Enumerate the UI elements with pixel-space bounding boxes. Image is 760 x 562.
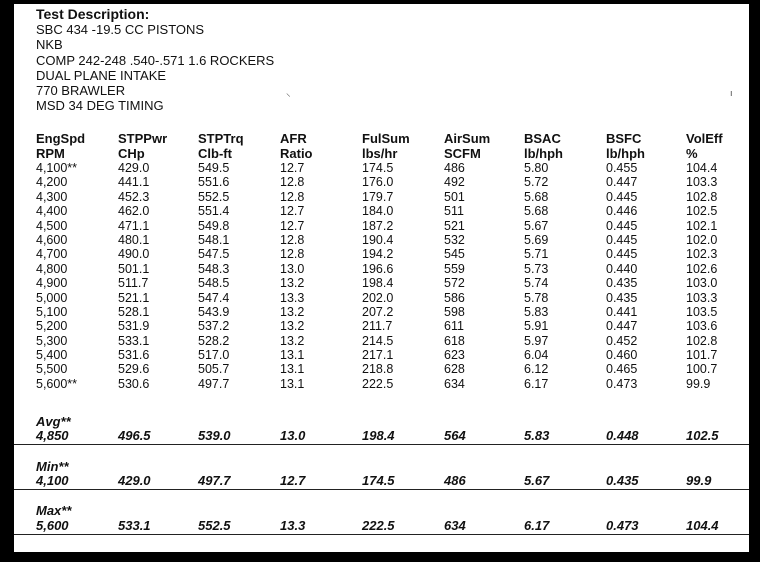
table-row (14, 319, 749, 333)
cell-fulsum: 214.5 (362, 333, 394, 348)
cell-fulsum: 194.2 (362, 247, 394, 262)
table-row (14, 190, 749, 204)
cell-airsum: 628 (444, 362, 465, 377)
cell-afr: 13.2 (280, 333, 305, 348)
cell-fulsum: 179.7 (362, 189, 394, 204)
cell-airsum: 511 (444, 204, 464, 219)
cell-voleff: 104.4 (686, 161, 718, 175)
cell-fulsum: 174.5 (362, 161, 394, 175)
cell-stppwr: 528.1 (118, 304, 150, 319)
cell-afr: 13.3 (280, 290, 305, 305)
cell-bsfc: 0.473 (606, 376, 638, 391)
cell-bsac: 5.83 (524, 304, 549, 319)
table-row (14, 291, 749, 305)
cell-airsum: 486 (444, 161, 465, 175)
cell-engspd: 5,600** (36, 376, 78, 391)
cell-voleff: 102.3 (686, 247, 718, 262)
cell-bsac: 5.91 (524, 319, 549, 334)
cell-stptrq: 549.8 (198, 218, 230, 233)
cell-engspd: 4,300 (36, 189, 68, 204)
min-afr: 12.7 (280, 473, 306, 488)
cell-stptrq: 549.5 (198, 161, 230, 175)
max-stppwr: 533.1 (118, 518, 151, 533)
header-stptrq: STPTrq Clb-ft (198, 131, 244, 161)
max-row (14, 518, 749, 535)
cell-stppwr: 441.1 (118, 175, 150, 190)
cell-stptrq: 547.5 (198, 247, 230, 262)
cell-stppwr: 462.0 (118, 204, 150, 219)
cell-bsfc: 0.445 (606, 218, 638, 233)
header-engspd: EngSpd RPM (36, 131, 86, 161)
min-stptrq: 497.7 (198, 473, 231, 488)
min-label: Min** (36, 459, 69, 474)
cell-fulsum: 196.6 (362, 261, 394, 276)
cell-voleff: 102.8 (686, 333, 718, 348)
cell-stptrq: 548.5 (198, 276, 230, 291)
cell-voleff: 102.5 (686, 204, 718, 219)
cell-stppwr: 480.1 (118, 232, 150, 247)
min-bsfc: 0.435 (606, 473, 639, 488)
cell-bsac: 5.78 (524, 290, 549, 305)
header-voleff: VolEff % (686, 131, 723, 161)
scan-mark: ⸜ (286, 88, 291, 98)
max-engspd: 5,600 (36, 518, 69, 533)
avg-row (14, 428, 749, 445)
cell-stppwr: 530.6 (118, 376, 150, 391)
cell-bsfc: 0.455 (606, 161, 638, 175)
cell-afr: 12.8 (280, 247, 305, 262)
cell-engspd: 4,800 (36, 261, 68, 276)
cell-bsac: 5.97 (524, 333, 549, 348)
description-line: NKB (36, 37, 63, 53)
table-row (14, 247, 749, 261)
cell-airsum: 501 (444, 189, 465, 204)
cell-engspd: 4,600 (36, 232, 68, 247)
cell-stptrq: 548.1 (198, 232, 230, 247)
table-row (14, 334, 749, 348)
cell-stppwr: 490.0 (118, 247, 150, 262)
description-line: COMP 242-248 .540-.571 1.6 ROCKERS (36, 52, 275, 68)
cell-afr: 12.7 (280, 204, 305, 219)
min-engspd: 4,100 (36, 473, 69, 488)
cell-voleff: 99.9 (686, 376, 711, 391)
cell-voleff: 103.5 (686, 304, 718, 319)
scan-mark: ı (730, 88, 733, 98)
table-row (14, 175, 749, 189)
cell-bsac: 5.74 (524, 276, 549, 291)
cell-bsac: 5.72 (524, 175, 549, 190)
cell-stptrq: 552.5 (198, 189, 230, 204)
avg-afr: 13.0 (280, 428, 306, 443)
cell-voleff: 102.1 (686, 218, 718, 233)
max-voleff: 104.4 (686, 518, 719, 533)
cell-airsum: 532 (444, 232, 465, 247)
cell-stptrq: 497.7 (198, 376, 230, 391)
cell-stppwr: 511.7 (118, 276, 149, 291)
min-bsac: 5.67 (524, 473, 550, 488)
cell-afr: 12.8 (280, 232, 305, 247)
cell-bsfc: 0.445 (606, 247, 638, 262)
cell-airsum: 598 (444, 304, 465, 319)
cell-bsfc: 0.441 (606, 304, 638, 319)
cell-bsfc: 0.446 (606, 204, 638, 219)
cell-bsfc: 0.447 (606, 319, 638, 334)
cell-engspd: 4,400 (36, 204, 68, 219)
cell-airsum: 492 (444, 175, 465, 190)
cell-stppwr: 531.9 (118, 319, 150, 334)
min-voleff: 99.9 (686, 473, 712, 488)
cell-voleff: 102.8 (686, 189, 718, 204)
cell-stppwr: 533.1 (118, 333, 150, 348)
cell-engspd: 4,500 (36, 218, 68, 233)
cell-engspd: 4,100** (36, 161, 78, 175)
cell-stppwr: 531.6 (118, 348, 150, 363)
description-line: SBC 434 -19.5 CC PISTONS (36, 22, 205, 37)
avg-engspd: 4,850 (36, 428, 69, 443)
cell-fulsum: 217.1 (362, 348, 394, 363)
min-fulsum: 174.5 (362, 473, 395, 488)
min-row (14, 473, 749, 490)
table-row (14, 305, 749, 319)
header-afr: AFR Ratio (280, 131, 313, 161)
cell-voleff: 103.3 (686, 290, 718, 305)
min-stppwr: 429.0 (118, 473, 151, 488)
cell-airsum: 545 (444, 247, 465, 262)
table-row (14, 262, 749, 276)
cell-bsac: 5.68 (524, 204, 549, 219)
cell-stptrq: 548.3 (198, 261, 230, 276)
cell-fulsum: 202.0 (362, 290, 394, 305)
cell-engspd: 4,200 (36, 175, 68, 190)
avg-bsfc: 0.448 (606, 428, 639, 443)
header-airsum: AirSum SCFM (444, 131, 491, 161)
cell-stppwr: 529.6 (118, 362, 150, 377)
max-bsfc: 0.473 (606, 518, 639, 533)
cell-bsac: 5.69 (524, 232, 549, 247)
cell-fulsum: 190.4 (362, 232, 394, 247)
cell-afr: 13.1 (280, 348, 305, 363)
cell-voleff: 103.0 (686, 276, 718, 291)
cell-fulsum: 218.8 (362, 362, 394, 377)
cell-bsfc: 0.460 (606, 348, 638, 363)
cell-engspd: 5,200 (36, 319, 68, 334)
cell-afr: 12.8 (280, 189, 305, 204)
cell-stptrq: 551.6 (198, 175, 230, 190)
cell-engspd: 4,900 (36, 276, 68, 291)
cell-airsum: 586 (444, 290, 465, 305)
cell-afr: 13.0 (280, 261, 305, 276)
avg-airsum: 564 (444, 428, 466, 443)
cell-bsac: 6.04 (524, 348, 549, 363)
cell-airsum: 618 (444, 333, 465, 348)
cell-fulsum: 198.4 (362, 276, 394, 291)
table-row (14, 219, 749, 233)
table-row (14, 161, 749, 175)
description-line: 770 BRAWLER (36, 83, 126, 99)
header-fulsum: FulSum lbs/hr (362, 131, 410, 161)
cell-voleff: 102.0 (686, 232, 718, 247)
avg-stppwr: 496.5 (118, 428, 151, 443)
cell-stptrq: 528.2 (198, 333, 230, 348)
description-line: DUAL PLANE INTAKE (36, 67, 167, 83)
cell-stppwr: 471.1 (118, 218, 150, 233)
table-row (14, 233, 749, 247)
cell-afr: 13.2 (280, 276, 305, 291)
max-label: Max** (36, 503, 72, 518)
test-description-lines (36, 22, 274, 114)
cell-airsum: 559 (444, 261, 465, 276)
cell-bsac: 5.71 (524, 247, 549, 262)
cell-voleff: 103.3 (686, 175, 718, 190)
cell-bsac: 5.68 (524, 189, 549, 204)
max-bsac: 6.17 (524, 518, 550, 533)
cell-bsfc: 0.465 (606, 362, 638, 377)
cell-fulsum: 207.2 (362, 304, 394, 319)
cell-stppwr: 521.1 (118, 290, 150, 305)
cell-engspd: 5,500 (36, 362, 68, 377)
cell-bsfc: 0.435 (606, 276, 638, 291)
cell-engspd: 5,000 (36, 290, 68, 305)
cell-airsum: 634 (444, 376, 465, 391)
cell-bsfc: 0.445 (606, 189, 638, 204)
cell-voleff: 100.7 (686, 362, 718, 377)
cell-fulsum: 187.2 (362, 218, 394, 233)
cell-bsac: 6.17 (524, 376, 549, 391)
cell-bsfc: 0.447 (606, 175, 638, 190)
cell-stptrq: 551.4 (198, 204, 230, 219)
cell-bsfc: 0.435 (606, 290, 638, 305)
cell-stptrq: 505.7 (198, 362, 230, 377)
cell-bsac: 5.80 (524, 161, 549, 175)
avg-bsac: 5.83 (524, 428, 550, 443)
max-fulsum: 222.5 (362, 518, 395, 533)
cell-engspd: 5,300 (36, 333, 68, 348)
cell-afr: 12.7 (280, 161, 305, 175)
cell-engspd: 5,100 (36, 304, 68, 319)
cell-afr: 13.1 (280, 376, 305, 391)
cell-stptrq: 547.4 (198, 290, 230, 305)
cell-voleff: 102.6 (686, 261, 718, 276)
max-stptrq: 552.5 (198, 518, 231, 533)
cell-fulsum: 184.0 (362, 204, 394, 219)
cell-bsfc: 0.440 (606, 261, 638, 276)
cell-stppwr: 501.1 (118, 261, 150, 276)
table-row (14, 348, 749, 362)
cell-voleff: 103.6 (686, 319, 718, 334)
cell-bsac: 5.67 (524, 218, 549, 233)
cell-afr: 12.7 (280, 218, 305, 233)
min-airsum: 486 (444, 473, 466, 488)
table-row (14, 276, 749, 290)
cell-fulsum: 222.5 (362, 376, 394, 391)
cell-airsum: 572 (444, 276, 465, 291)
avg-voleff: 102.5 (686, 428, 719, 443)
cell-afr: 13.2 (280, 304, 305, 319)
cell-airsum: 611 (444, 319, 464, 334)
description-line: MSD 34 DEG TIMING (36, 98, 164, 114)
cell-bsac: 6.12 (524, 362, 549, 377)
header-bsac: BSAC lb/hph (524, 131, 563, 161)
cell-stptrq: 517.0 (198, 348, 230, 363)
max-airsum: 634 (444, 518, 466, 533)
cell-engspd: 5,400 (36, 348, 68, 363)
cell-fulsum: 176.0 (362, 175, 394, 190)
cell-afr: 12.8 (280, 175, 305, 190)
table-row (14, 204, 749, 218)
cell-airsum: 521 (444, 218, 465, 233)
header-stppwr: STPPwr CHp (118, 131, 168, 161)
cell-afr: 13.2 (280, 319, 305, 334)
cell-afr: 13.1 (280, 362, 305, 377)
cell-fulsum: 211.7 (362, 319, 393, 334)
cell-bsfc: 0.452 (606, 333, 638, 348)
cell-stptrq: 543.9 (198, 304, 230, 319)
cell-stptrq: 537.2 (198, 319, 230, 334)
cell-engspd: 4,700 (36, 247, 68, 262)
avg-fulsum: 198.4 (362, 428, 395, 443)
avg-stptrq: 539.0 (198, 428, 231, 443)
cell-bsac: 5.73 (524, 261, 549, 276)
cell-bsfc: 0.445 (606, 232, 638, 247)
dyno-sheet (14, 4, 749, 552)
table-row (14, 377, 749, 391)
cell-airsum: 623 (444, 348, 465, 363)
cell-voleff: 101.7 (686, 348, 718, 363)
test-description-title: Test Description: (36, 6, 150, 22)
table-row (14, 362, 749, 376)
header-bsfc: BSFC lb/hph (606, 131, 645, 161)
data-rows (14, 161, 749, 391)
max-afr: 13.3 (280, 518, 306, 533)
cell-stppwr: 452.3 (118, 189, 150, 204)
cell-stppwr: 429.0 (118, 161, 150, 175)
avg-label: Avg** (36, 414, 71, 429)
